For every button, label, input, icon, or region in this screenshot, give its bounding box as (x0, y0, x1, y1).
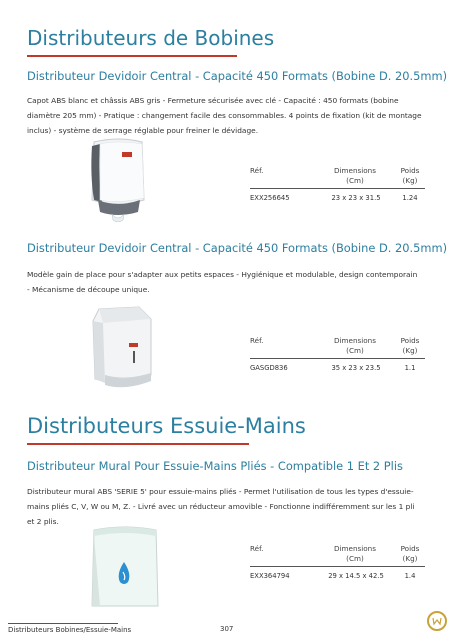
weight-header: Poids (Kg) (400, 544, 420, 563)
weight-cell: 1.4 (404, 572, 416, 580)
table-row (250, 572, 425, 582)
product-description: Capot ABS blanc et châssis ABS gris - Fermeture sécurisée avec clé - Capacité : 450 formats (bobine diamètre 205 mm) - Pratique : changement facile des consommables. 4 points de fixation (kit de montage inclus) - système de serrage réglable pour freiner le dévidage. (27, 96, 422, 135)
ref-cell: GASGD836 (250, 364, 288, 372)
product-image (86, 522, 162, 612)
dimensions-header: Dimensions (Cm) (334, 166, 376, 185)
footer-label: Distributeurs Bobines/Essuie-Mains (8, 626, 132, 634)
table-divider (250, 566, 425, 567)
ref-header: Réf. (250, 336, 264, 345)
weight-header: Poids (Kg) (400, 166, 420, 185)
brand-logo-icon (427, 611, 447, 631)
table-row (250, 194, 425, 204)
page-title: Distributeurs de Bobines (27, 26, 275, 50)
product-heading: Distributeur Mural Pour Essuie-Mains Pliés - Compatible 1 Et 2 Plis (27, 459, 403, 473)
weight-cell: 1.24 (402, 194, 418, 202)
ref-header: Réf. (250, 544, 264, 553)
title-underline (27, 55, 237, 57)
table-divider (250, 358, 425, 359)
dimensions-header: Dimensions (Cm) (334, 336, 376, 355)
product-heading: Distributeur Devidoir Central - Capacité 450 Formats (Bobine D. 20.5mm) (27, 69, 448, 83)
spec-table (250, 336, 425, 374)
product-description: Distributeur mural ABS 'SERIE 5' pour essuie-mains pliés - Permet l'utilisation de tous les types d'essuie-mains pliés C, V, W ou M, Z. - Livré avec un réducteur amovible - Fonctionne indifféremment sur les 1 pli et 2 plis. (27, 487, 415, 526)
footer-divider (8, 623, 118, 624)
spec-table (250, 166, 425, 204)
product-heading: Distributeur Devidoir Central - Capacité 450 Formats (Bobine D. 20.5mm) (27, 241, 448, 255)
table-row (250, 364, 425, 374)
product-image (89, 305, 155, 391)
spec-table (250, 544, 425, 582)
dimensions-cell: 35 x 23 x 23.5 (331, 364, 381, 372)
ref-header: Réf. (250, 166, 264, 175)
product-image (88, 136, 148, 222)
weight-cell: 1.1 (404, 364, 416, 372)
dimensions-cell: 23 x 23 x 31.5 (331, 194, 381, 202)
dimensions-header: Dimensions (Cm) (334, 544, 376, 563)
section-title: Distributeurs Essuie-Mains (27, 414, 306, 438)
ref-cell: EXX256645 (250, 194, 290, 202)
dimensions-cell: 29 x 14.5 x 42.5 (328, 572, 384, 580)
ref-cell: EXX364794 (250, 572, 290, 580)
table-divider (250, 188, 425, 189)
weight-header: Poids (Kg) (400, 336, 420, 355)
page-number: 307 (220, 625, 234, 633)
title-underline (27, 443, 249, 445)
product-description: Modèle gain de place pour s'adapter aux petits espaces - Hygiénique et modulable, design contemporain - Mécanisme de découpe unique. (27, 270, 418, 294)
